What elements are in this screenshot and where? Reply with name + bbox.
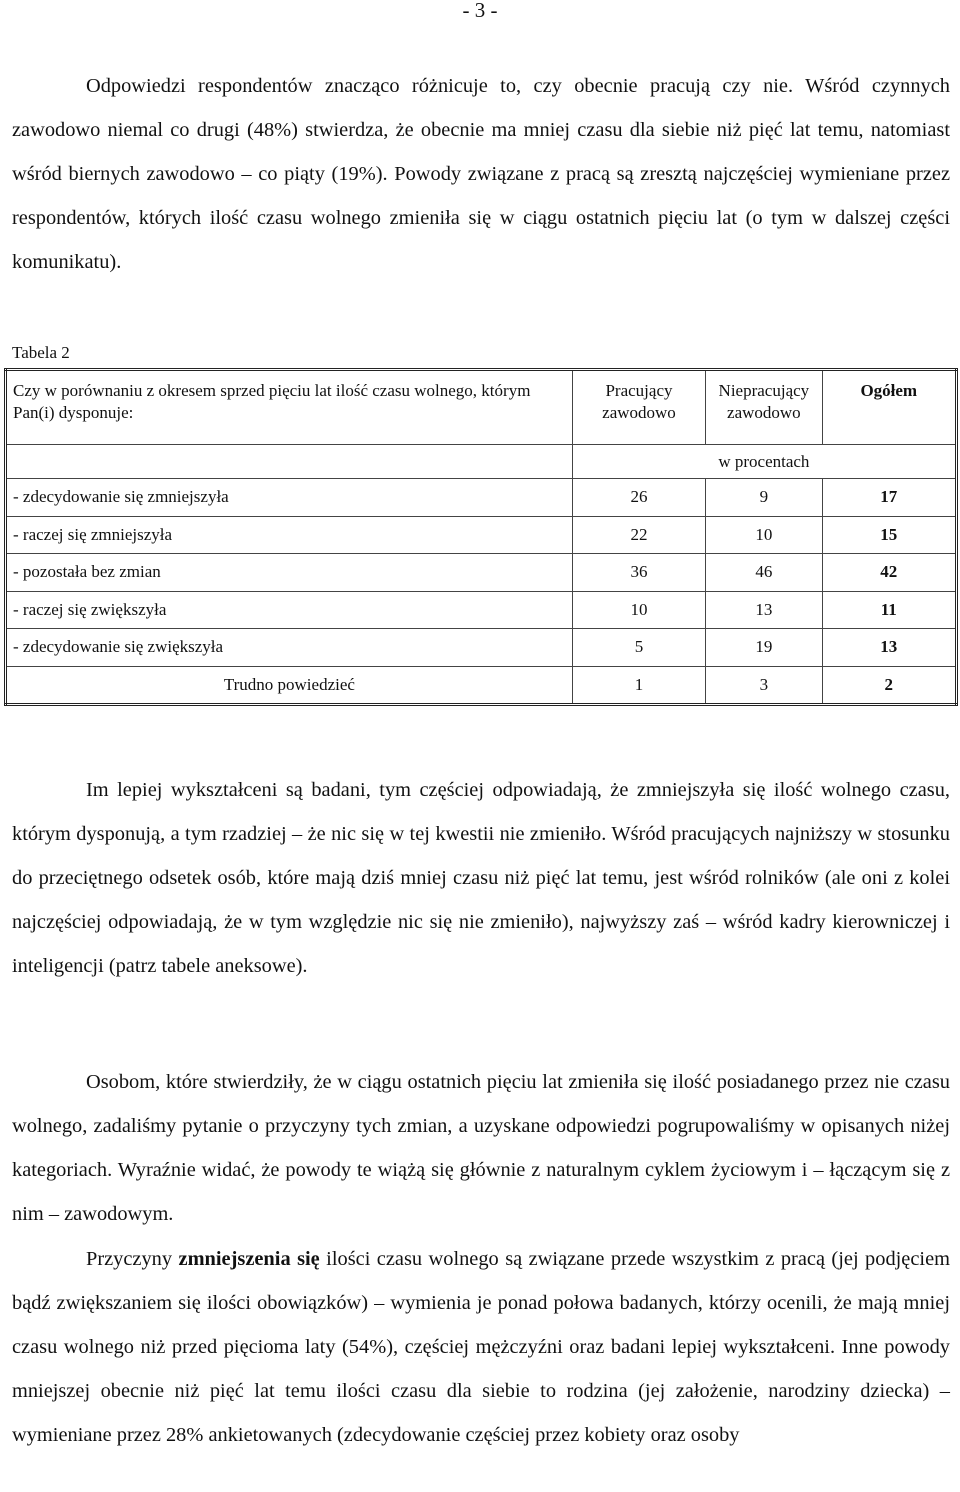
row-label: - zdecydowanie się zmniejszyła (6, 479, 573, 517)
row-label: - raczej się zwiększyła (6, 591, 573, 629)
unit-spacer (6, 445, 573, 479)
table-row (6, 629, 957, 667)
value-working: 1 (572, 666, 705, 705)
table-row (6, 666, 957, 705)
row-label: Trudno powiedzieć (6, 666, 573, 705)
table-row (6, 554, 957, 592)
table-row (6, 591, 957, 629)
page-number: - 3 - (462, 0, 498, 22)
value-not-working: 3 (706, 666, 822, 705)
value-not-working: 46 (706, 554, 822, 592)
value-working: 5 (572, 629, 705, 667)
decrease-lead: Przyczyny (86, 1248, 179, 1270)
value-working: 10 (572, 591, 705, 629)
paragraph-education: Im lepiej wykształceni są badani, tym częściej odpowiadają, że zmniejszyła się ilość wolnego czasu, którym dysponują, a tym rzadziej – że nic się w tej kwestii nie zmieniło. Wśród pracujących najniższy w stosunku do przeciętnego odsetek osób, które mają dziś mniej czasu niż pięć lat temu, jest wśród rolników (ale oni z kolei najczęściej odpowiadają, że w tym względzie nic się nie zmieniło), najwyższy zaś – wśród kadry kierowniczej i inteligencji (patrz tabele aneksowe). (12, 779, 950, 977)
column-header-working: Pracujący zawodowo (572, 370, 705, 445)
table-question: Czy w porównaniu z okresem sprzed pięciu lat ilość czasu wolnego, którym Pan(i) dysponuje: (6, 370, 573, 445)
decrease-rest: ilości czasu wolnego są związane przede wszystkim z pracą (jej podjęciem bądź zwiększaniem się ilości obowiązków) – wymienia je ponad połowa badanych, którzy ocenili, że mają mniej czasu wolnego niż przed pięcioma laty (54%), częściej mężczyźni oraz badani lepiej wykształceni. Inne powody mniejszej obecnie niż pięć lat temu ilości czasu dla siebie to rodzina (jej założenie, narodziny dziecka) – wymieniane przez 28% ankietowanych (zdecydowanie częściej przez kobiety oraz osoby (12, 1248, 950, 1446)
table-row (6, 516, 957, 554)
value-total: 42 (822, 554, 956, 592)
value-working: 22 (572, 516, 705, 554)
row-label: - pozostała bez zmian (6, 554, 573, 592)
decrease-emphasis: zmniejszenia się (178, 1248, 320, 1270)
table-caption: Tabela 2 (12, 343, 70, 362)
column-header-total: Ogółem (822, 370, 956, 445)
value-total: 11 (822, 591, 956, 629)
value-total: 15 (822, 516, 956, 554)
unit-label: w procentach (572, 445, 956, 479)
value-working: 26 (572, 479, 705, 517)
row-label: - zdecydowanie się zwiększyła (6, 629, 573, 667)
value-total: 2 (822, 666, 956, 705)
paragraph-reasons: Osobom, które stwierdziły, że w ciągu ostatnich pięciu lat zmieniła się ilość posiadanego przez nie czasu wolnego, zadaliśmy pytanie o przyczyny tych zmian, a uzyskane odpowiedzi pogrupowaliśmy w opisanych niżej kategoriach. Wyraźnie widać, że powody te wiążą się głównie z naturalnym cyklem życiowym i – łączącym się z nim – zawodowym. (12, 1071, 950, 1225)
results-table (4, 368, 958, 706)
table-row (6, 479, 957, 517)
value-not-working: 10 (706, 516, 822, 554)
paragraph-intro: Odpowiedzi respondentów znacząco różnicuje to, czy obecnie pracują czy nie. Wśród czynnych zawodowo niemal co drugi (48%) stwierdza, że obecnie ma mniej czasu dla siebie niż pięć lat temu, natomiast wśród biernych zawodowo – co piąty (19%). Powody związane z pracą są zresztą najczęściej wymieniane przez respondentów, których ilość czasu wolnego zmieniła się w ciągu ostatnich pięciu lat (o tym w dalszej części komunikatu). (12, 75, 950, 273)
value-not-working: 9 (706, 479, 822, 517)
row-label: - raczej się zmniejszyła (6, 516, 573, 554)
value-total: 17 (822, 479, 956, 517)
value-not-working: 19 (706, 629, 822, 667)
value-not-working: 13 (706, 591, 822, 629)
column-header-not-working: Niepracujący zawodowo (706, 370, 822, 445)
value-total: 13 (822, 629, 956, 667)
paragraph-decrease (12, 1237, 950, 1457)
value-working: 36 (572, 554, 705, 592)
